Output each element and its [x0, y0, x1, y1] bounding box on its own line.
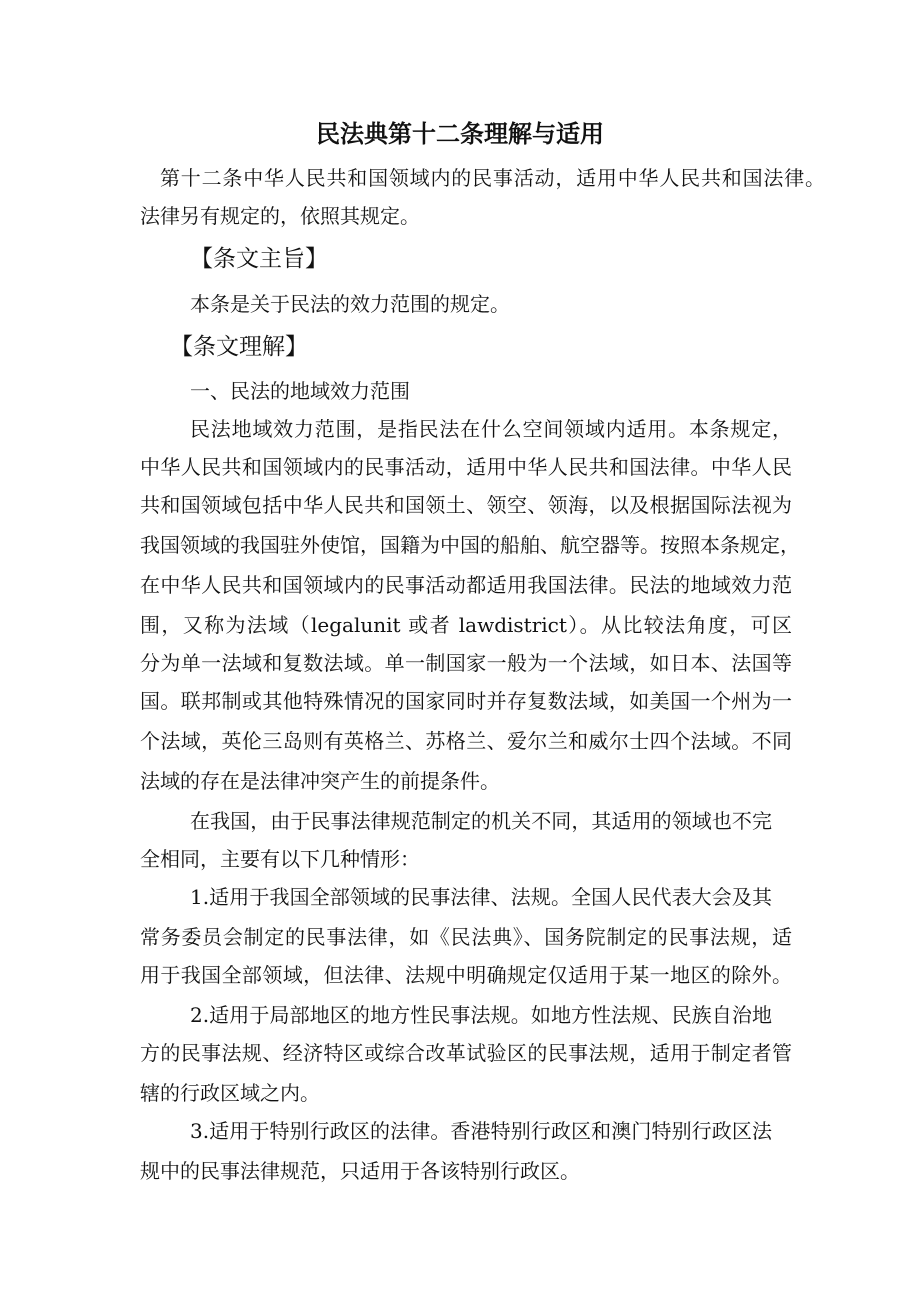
document-title: 民法典第十二条理解与适用: [316, 120, 604, 148]
heading-purpose: 【条文主旨】: [190, 246, 328, 272]
paragraph-line: 在中华人民共和国领域内的民事活动都适用我国法律。民法的地域效力范: [140, 573, 792, 597]
paragraph-line: 共和国领域包括中华人民共和国领土、领空、领海，以及根据国际法视为: [140, 493, 792, 517]
list-item-line: 规中的民事法律规范，只适用于各该特别行政区。: [140, 1159, 580, 1183]
paragraph-line: 全相同，主要有以下几种情形：: [140, 847, 420, 871]
heading-understanding: 【条文理解】: [170, 334, 308, 360]
paragraph-line: 国。联邦制或其他特殊情况的国家同时并存复数法域，如美国一个州为一: [140, 689, 792, 713]
list-item-line: 方的民事法规、经济特区或综合改革试验区的民事法规，适用于制定者管: [140, 1041, 792, 1065]
paragraph-line: 分为单一法域和复数法域。单一制国家一般为一个法域，如日本、法国等: [140, 651, 792, 675]
paragraph-line: 我国领域的我国驻外使馆，国籍为中国的船舶、航空器等。按照本条规定，: [140, 533, 800, 557]
paragraph-line: 中华人民共和国领域内的民事活动，适用中华人民共和国法律。中华人民: [140, 455, 792, 479]
purpose-text: 本条是关于民法的效力范围的规定。: [190, 292, 510, 316]
section-title: 一、民法的地域效力范围: [190, 379, 410, 403]
paragraph-line: 民法地域效力范围，是指民法在什么空间领域内适用。本条规定，: [190, 417, 792, 441]
paragraph-line: 围，又称为法域（legalunit 或者 lawdistrict）。从比较法角度，可区: [140, 613, 792, 637]
paragraph-line: 法域的存在是法律冲突产生的前提条件。: [140, 769, 500, 793]
list-item-line: 3.适用于特别行政区的法律。香港特别行政区和澳门特别行政区法: [190, 1119, 772, 1143]
list-item-line: 用于我国全部领域，但法律、法规中明确规定仅适用于某一地区的除外。: [140, 963, 792, 987]
list-item-line: 1.适用于我国全部领域的民事法律、法规。全国人民代表大会及其: [190, 885, 772, 909]
list-item-line: 常务委员会制定的民事法律，如《民法典》、国务院制定的民事法规，适: [140, 925, 792, 949]
article-text-line: 第十二条中华人民共和国领域内的民事活动，适用中华人民共和国法律。: [160, 166, 825, 190]
list-item-line: 2.适用于局部地区的地方性民事法规。如地方性法规、民族自治地: [190, 1003, 772, 1027]
list-item-line: 辖的行政区域之内。: [140, 1081, 320, 1105]
paragraph-line: 在我国，由于民事法律规范制定的机关不同，其适用的领域也不完: [190, 809, 772, 833]
article-text-line: 法律另有规定的，依照其规定。: [140, 204, 420, 228]
paragraph-line: 个法域，英伦三岛则有英格兰、苏格兰、爱尔兰和威尔士四个法域。不同: [140, 729, 792, 753]
